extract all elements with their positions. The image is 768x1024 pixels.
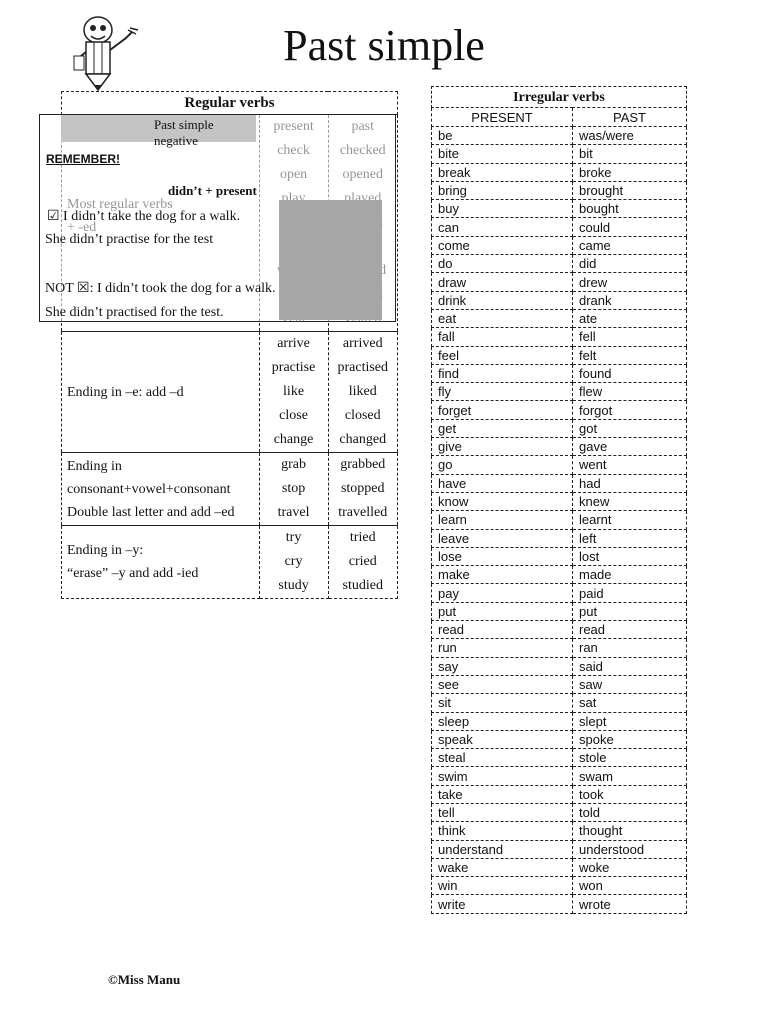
table-row	[432, 218, 687, 236]
verb-past: drank	[573, 291, 687, 309]
verb-present: wake	[432, 858, 573, 876]
verb-past: told	[573, 803, 687, 821]
table-row	[62, 526, 398, 599]
table-row	[432, 492, 687, 510]
verb-present: bring	[432, 181, 573, 199]
verb-present: close	[279, 408, 308, 423]
verb-past: slept	[573, 712, 687, 730]
verb-present: go	[432, 456, 573, 474]
verb-present: forget	[432, 401, 573, 419]
verb-present: break	[432, 163, 573, 181]
verb-present: pay	[432, 584, 573, 602]
verb-past: bought	[573, 200, 687, 218]
table-row	[432, 858, 687, 876]
verb-past: understood	[573, 840, 687, 858]
verb-present: take	[432, 785, 573, 803]
verb-past: made	[573, 566, 687, 584]
table-row	[432, 822, 687, 840]
pencil-mascot-icon	[66, 8, 142, 92]
verb-past: changed	[339, 432, 387, 447]
verb-past: paid	[573, 584, 687, 602]
verb-past: ate	[573, 309, 687, 327]
verb-present: find	[432, 364, 573, 382]
table-row	[432, 749, 687, 767]
verb-present: read	[432, 621, 573, 639]
verb-past: was/were	[573, 127, 687, 145]
table-row	[432, 163, 687, 181]
table-row	[432, 309, 687, 327]
formula-text: didn’t + present	[168, 183, 257, 198]
verb-past: stopped	[340, 481, 385, 496]
verb-past: closed	[344, 408, 381, 423]
rule-line: Ending in –y:	[67, 543, 144, 558]
table-row	[432, 145, 687, 163]
irregular-verbs-heading: Irregular verbs	[432, 87, 687, 108]
verb-past: stole	[573, 749, 687, 767]
verb-present: change	[273, 432, 314, 447]
table-row	[62, 453, 398, 526]
verb-past: forgot	[573, 401, 687, 419]
verb-present: swim	[432, 767, 573, 785]
verb-present: draw	[432, 273, 573, 291]
verb-past: grabbed	[340, 457, 386, 472]
regular-verbs-heading: Regular verbs	[62, 92, 398, 115]
rule-line: Double last letter and add –ed	[67, 504, 235, 520]
table-row	[432, 255, 687, 273]
table-row	[62, 332, 398, 453]
verb-present: get	[432, 419, 573, 437]
table-row	[432, 364, 687, 382]
verb-past: arrived	[342, 336, 383, 351]
verb-past: said	[573, 657, 687, 675]
verb-present: speak	[432, 730, 573, 748]
table-row	[432, 547, 687, 565]
verb-past: wrote	[573, 895, 687, 913]
table-row	[432, 328, 687, 346]
verb-present: drink	[432, 291, 573, 309]
verb-present: like	[283, 384, 305, 399]
table-row	[432, 785, 687, 803]
table-row	[432, 712, 687, 730]
verb-past: tried	[349, 530, 376, 545]
verb-present: travel	[277, 505, 310, 520]
verb-past: knew	[573, 492, 687, 510]
col-header-past: PAST	[573, 108, 687, 127]
table-row	[432, 181, 687, 199]
verb-past: left	[573, 529, 687, 547]
verb-present: come	[432, 236, 573, 254]
verb-past: learnt	[573, 511, 687, 529]
rule-line: consonant+vowel+consonant	[67, 481, 231, 497]
example-correct-2: She didn’t practise for the test	[45, 232, 214, 247]
overlay-heading-bar	[61, 115, 256, 148]
negative-overlay-box	[39, 114, 396, 322]
verb-present: study	[278, 578, 309, 593]
verb-past: saw	[573, 675, 687, 693]
verb-present: lose	[432, 547, 573, 565]
table-row	[432, 694, 687, 712]
table-row	[432, 419, 687, 437]
verb-present: do	[432, 255, 573, 273]
verb-past: found	[573, 364, 687, 382]
table-row	[432, 621, 687, 639]
verb-present: win	[432, 877, 573, 895]
verb-present: eat	[432, 309, 573, 327]
example-correct-1: ☑ I didn’t take the dog for a walk.	[47, 209, 241, 224]
verb-past: put	[573, 602, 687, 620]
verb-present: fall	[432, 328, 573, 346]
rule-line: Ending in	[67, 458, 122, 474]
verb-past: went	[573, 456, 687, 474]
table-row	[432, 236, 687, 254]
irregular-verbs-body	[432, 127, 687, 914]
verb-past: ran	[573, 639, 687, 657]
verb-present: grab	[281, 457, 306, 472]
verb-present: leave	[432, 529, 573, 547]
verb-past: came	[573, 236, 687, 254]
rule-line: “erase” –y and add -ied	[67, 566, 199, 581]
table-row	[432, 529, 687, 547]
verb-present: put	[432, 602, 573, 620]
example-wrong-1: NOT ☒: I didn’t took the dog for a walk.	[45, 281, 276, 296]
verb-past: studied	[342, 578, 383, 593]
table-row	[432, 474, 687, 492]
verb-present: see	[432, 675, 573, 693]
table-row	[432, 767, 687, 785]
verb-present: stop	[281, 481, 306, 496]
table-row	[432, 895, 687, 913]
verb-present: try	[285, 530, 302, 545]
verb-present: write	[432, 895, 573, 913]
table-row	[432, 639, 687, 657]
table-row	[432, 675, 687, 693]
verb-past: felt	[573, 346, 687, 364]
verb-present: tell	[432, 803, 573, 821]
verb-present: steal	[432, 749, 573, 767]
verb-past: sat	[573, 694, 687, 712]
verb-past: broke	[573, 163, 687, 181]
verb-present: run	[432, 639, 573, 657]
page-title: Past simple	[283, 21, 485, 70]
verb-present: feel	[432, 346, 573, 364]
irregular-verbs-table	[431, 86, 687, 914]
rule-line: Ending in –e: add –d	[67, 384, 184, 400]
table-row	[432, 511, 687, 529]
verb-present: can	[432, 218, 573, 236]
verb-past: did	[573, 255, 687, 273]
verb-past: cried	[348, 554, 377, 569]
verb-past: liked	[348, 384, 377, 399]
verb-present: be	[432, 127, 573, 145]
verb-past: gave	[573, 438, 687, 456]
verb-present: know	[432, 492, 573, 510]
example-wrong-2: She didn’t practised for the test.	[45, 305, 224, 320]
verb-past: read	[573, 621, 687, 639]
table-row	[432, 273, 687, 291]
verb-past: flew	[573, 383, 687, 401]
table-row	[432, 566, 687, 584]
remember-label: REMEMBER!	[46, 152, 120, 166]
verb-past: took	[573, 785, 687, 803]
verb-present: say	[432, 657, 573, 675]
table-row	[432, 438, 687, 456]
table-row	[432, 730, 687, 748]
verb-past: lost	[573, 547, 687, 565]
verb-present: give	[432, 438, 573, 456]
verb-present: sit	[432, 694, 573, 712]
verb-past: had	[573, 474, 687, 492]
table-row	[432, 346, 687, 364]
verb-past: woke	[573, 858, 687, 876]
table-row	[432, 200, 687, 218]
verb-present: fly	[432, 383, 573, 401]
verb-past: spoke	[573, 730, 687, 748]
table-row	[432, 657, 687, 675]
table-row	[432, 877, 687, 895]
table-row	[432, 291, 687, 309]
table-row	[432, 584, 687, 602]
overlay-heading: Past simple negative	[154, 117, 214, 148]
verb-present: think	[432, 822, 573, 840]
table-row	[432, 456, 687, 474]
verb-present: learn	[432, 511, 573, 529]
verb-past: travelled	[338, 505, 388, 520]
verb-present: arrive	[277, 336, 310, 351]
table-row	[432, 383, 687, 401]
verb-past: brought	[573, 181, 687, 199]
col-header-present: PRESENT	[432, 108, 573, 127]
verb-present: have	[432, 474, 573, 492]
verb-past: won	[573, 877, 687, 895]
table-row	[432, 401, 687, 419]
verb-present: cry	[284, 554, 303, 569]
verb-present: understand	[432, 840, 573, 858]
copyright-footer: ©Miss Manu	[108, 972, 181, 987]
table-row	[432, 803, 687, 821]
verb-present: sleep	[432, 712, 573, 730]
verb-past: practised	[337, 360, 389, 375]
verb-present: bite	[432, 145, 573, 163]
verb-past: drew	[573, 273, 687, 291]
verb-past: thought	[573, 822, 687, 840]
verb-past: bit	[573, 145, 687, 163]
verb-present: make	[432, 566, 573, 584]
verb-past: fell	[573, 328, 687, 346]
verb-past: got	[573, 419, 687, 437]
verb-present: buy	[432, 200, 573, 218]
table-row	[432, 840, 687, 858]
table-row	[432, 127, 687, 145]
verb-present: practise	[271, 360, 316, 375]
verb-past: swam	[573, 767, 687, 785]
table-row	[432, 602, 687, 620]
verb-past: could	[573, 218, 687, 236]
